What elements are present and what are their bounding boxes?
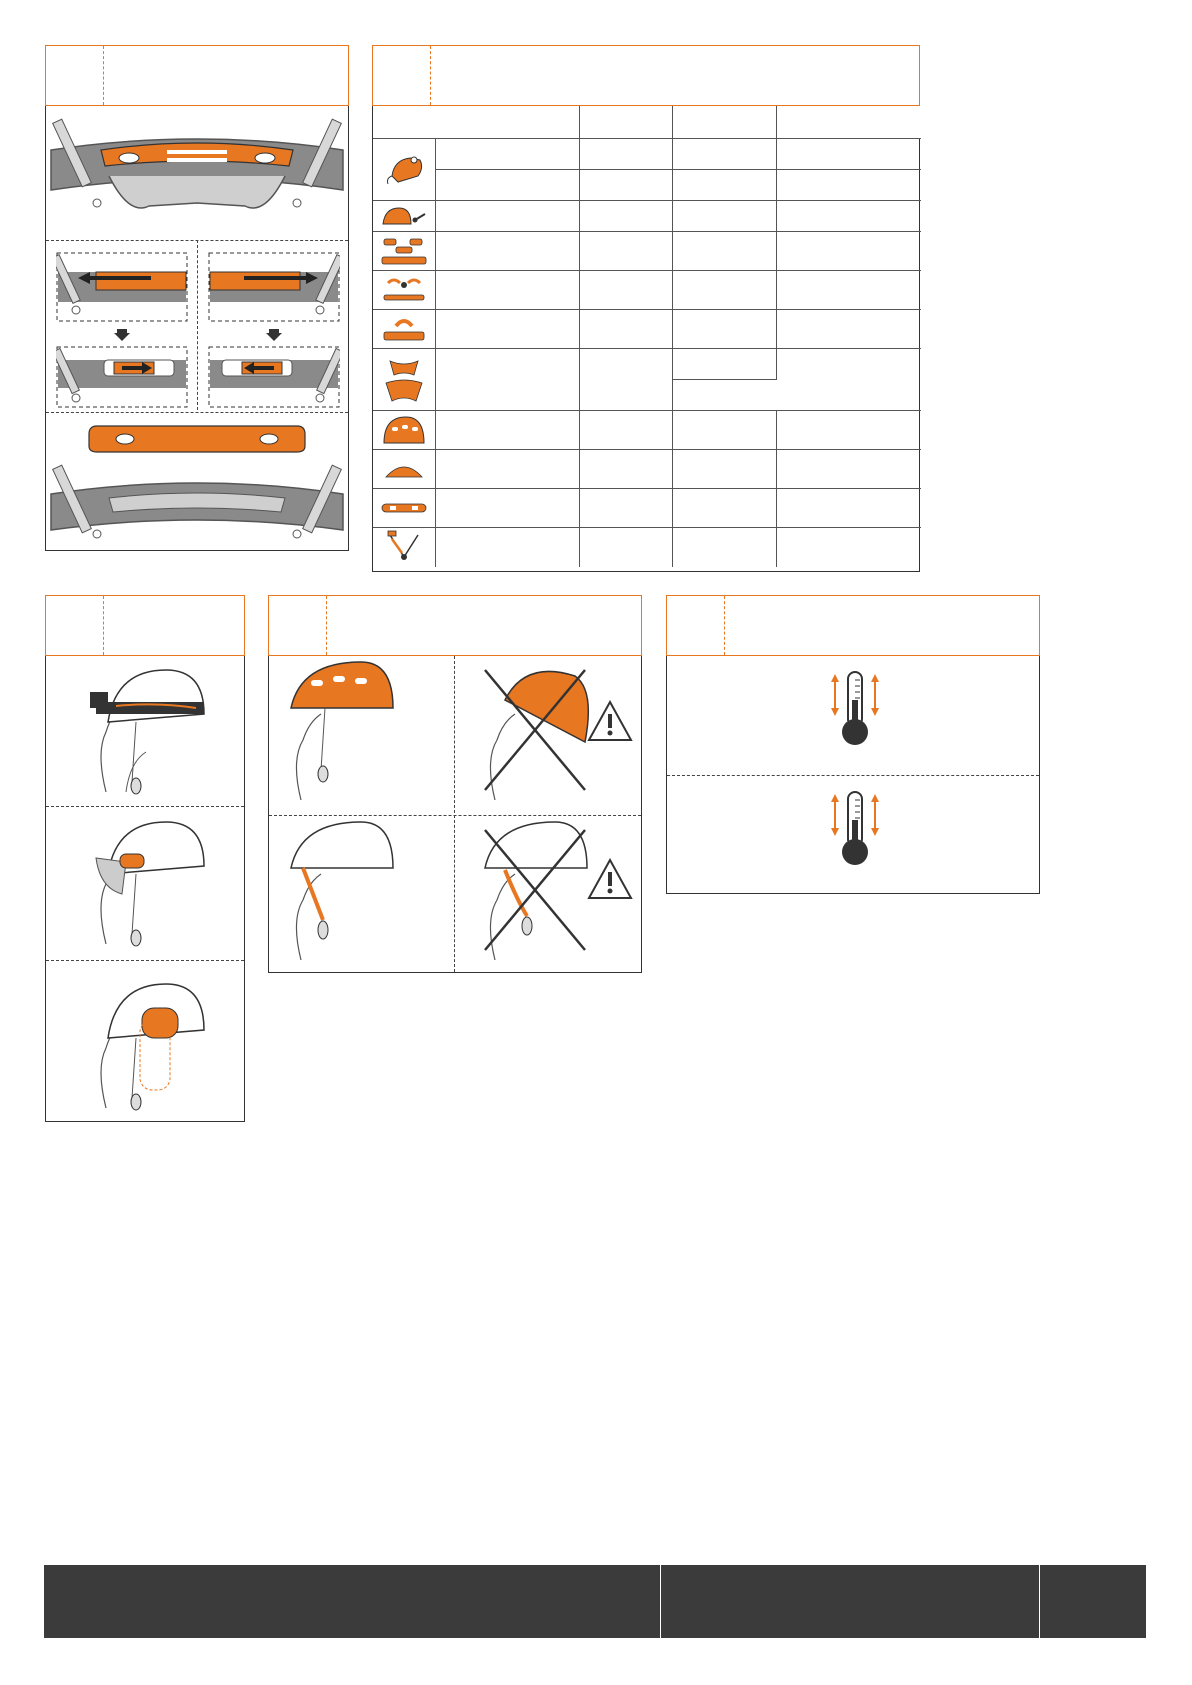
footer-divider	[1039, 1565, 1040, 1638]
table-row	[373, 489, 921, 528]
table-cell	[672, 411, 776, 450]
part-icon-cell	[373, 271, 435, 310]
table-header-cell	[579, 106, 672, 139]
table-row	[373, 201, 921, 232]
correct-chinstrap-illustration	[281, 820, 441, 970]
panel-number-cell	[269, 596, 327, 655]
table-cell	[579, 201, 672, 232]
divider	[46, 960, 244, 961]
part-icon-cell	[373, 450, 435, 489]
table-cell	[579, 450, 672, 489]
helmet-with-earmuff-illustration	[86, 968, 216, 1118]
table-cell	[672, 489, 776, 528]
table-cell	[776, 232, 921, 271]
table-row	[373, 310, 921, 349]
top-pad-icon	[380, 457, 428, 481]
table-cell	[672, 139, 776, 170]
headband-pad-icon	[380, 500, 428, 516]
lamp-clip-icon	[380, 150, 428, 190]
divider	[46, 806, 244, 807]
helmet-with-headlamp-illustration	[86, 662, 216, 802]
table-cell	[579, 170, 672, 201]
step-down-arrow-icon	[266, 329, 282, 341]
spare-parts-table	[373, 106, 921, 567]
table-cell	[672, 271, 776, 310]
part-label	[435, 411, 579, 450]
table-row	[373, 271, 921, 310]
foam-removal-step-left-2	[56, 346, 188, 408]
table-header-row	[373, 106, 921, 139]
helmet-with-visor-illustration	[86, 814, 216, 954]
table-cell	[776, 170, 921, 201]
warning-icon	[587, 700, 633, 742]
table-cell	[579, 349, 672, 411]
comfort-foam-icon	[380, 355, 428, 405]
table-cell	[672, 232, 776, 271]
divider	[46, 412, 348, 413]
table-cell	[579, 271, 672, 310]
accessories-panel-header	[45, 595, 245, 656]
foam-removal-step-right-1	[208, 252, 340, 322]
part-icon-cell	[373, 411, 435, 450]
spare-parts-panel	[372, 45, 920, 572]
table-cell	[672, 170, 776, 201]
table-header-cell	[776, 106, 921, 139]
table-cell	[776, 450, 921, 489]
divider	[197, 240, 198, 410]
part-icon-cell	[373, 232, 435, 271]
table-cell	[579, 411, 672, 450]
chinstrap-icon	[384, 529, 424, 565]
table-cell	[776, 201, 921, 232]
table-cell	[579, 139, 672, 170]
footer-divider	[660, 1565, 661, 1638]
part-label	[435, 349, 579, 411]
part-label	[435, 528, 579, 567]
temperature-panel-header	[666, 595, 1040, 656]
foam-removal-step-right-2	[208, 346, 340, 408]
table-row	[373, 139, 921, 170]
foam-kit-icon	[380, 235, 428, 267]
divider	[667, 775, 1039, 776]
helmet-screw-icon	[379, 204, 429, 228]
divider	[269, 815, 641, 816]
spare-parts-panel-header	[372, 45, 920, 106]
divider	[454, 656, 455, 972]
table-cell	[776, 349, 921, 411]
headband-with-foam-illustration	[49, 108, 345, 238]
table-row	[373, 232, 921, 271]
headband-panel-header	[45, 45, 349, 106]
helmet-shell-icon	[380, 413, 428, 447]
fit-panel-header	[268, 595, 642, 656]
clips-kit-icon	[380, 275, 428, 305]
table-header-cell	[672, 106, 776, 139]
part-icon-cell	[373, 489, 435, 528]
correct-helmet-position-illustration	[281, 660, 441, 810]
part-label	[435, 232, 579, 271]
part-icon-cell	[373, 201, 435, 232]
table-cell	[672, 310, 776, 349]
part-label	[435, 201, 579, 232]
step-down-arrow-icon	[114, 329, 130, 341]
part-label	[435, 170, 579, 201]
table-cell	[776, 411, 921, 450]
table-cell	[579, 232, 672, 271]
part-label	[435, 310, 579, 349]
table-cell	[672, 201, 776, 232]
part-label	[435, 139, 579, 170]
part-icon-cell	[373, 310, 435, 349]
ring-pad-icon	[380, 314, 428, 344]
table-cell	[579, 489, 672, 528]
table-row	[373, 411, 921, 450]
table-row	[373, 170, 921, 201]
footer-bar	[44, 1565, 1146, 1638]
foam-removed-illustration	[49, 418, 345, 548]
table-cell	[579, 310, 672, 349]
table-cell	[672, 528, 776, 567]
table-cell	[579, 528, 672, 567]
part-label	[435, 489, 579, 528]
table-cell	[672, 349, 776, 380]
part-icon-cell	[373, 349, 435, 411]
temperature-panel	[666, 595, 1040, 894]
table-row	[373, 349, 921, 380]
panel-number-cell	[667, 596, 725, 655]
table-cell	[776, 528, 921, 567]
table-cell	[672, 450, 776, 489]
part-icon-cell	[373, 139, 435, 201]
table-cell	[672, 380, 776, 411]
panel-number-cell	[373, 46, 431, 105]
table-cell	[776, 271, 921, 310]
accessories-panel	[45, 595, 245, 1122]
thermometer-icon	[825, 670, 885, 748]
table-row	[373, 450, 921, 489]
thermometer-icon	[825, 790, 885, 868]
fit-panel	[268, 595, 642, 973]
part-icon-cell	[373, 528, 435, 567]
table-cell	[776, 489, 921, 528]
table-cell	[776, 139, 921, 170]
foam-removal-step-left-1	[56, 252, 188, 322]
part-label	[435, 271, 579, 310]
part-label	[435, 450, 579, 489]
table-header-cell	[373, 106, 579, 139]
table-cell	[776, 310, 921, 349]
headband-panel	[45, 45, 349, 551]
warning-icon	[587, 858, 633, 900]
table-row	[373, 528, 921, 567]
panel-number-cell	[46, 46, 104, 105]
panel-number-cell	[46, 596, 104, 655]
